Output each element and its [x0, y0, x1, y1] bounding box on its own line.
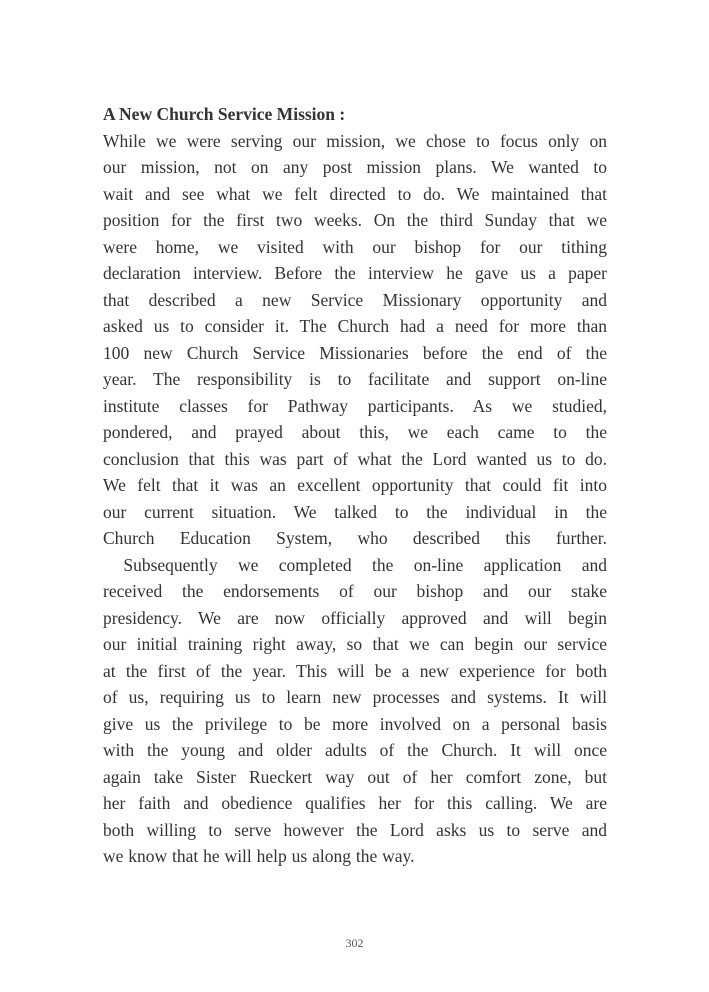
text-line: wait and see what we felt directed to do. We maintained that — [103, 183, 607, 204]
text-line: Subsequently we completed the on-line application and — [103, 554, 607, 575]
text-line: received the endorsements of our bishop and our stake — [103, 581, 607, 601]
section-heading: A New Church Service Mission : — [103, 104, 346, 124]
text-line: year. The responsibility is to facilitate and support on-line — [103, 369, 607, 389]
text-line: that described a new Service Missionary opportunity and — [103, 289, 607, 310]
text-line: institute classes for Pathway participants. As we studied, — [103, 395, 607, 416]
text-line: asked us to consider it. The Church had a need for more than — [103, 316, 607, 336]
text-line: at the first of the year. This will be a new experience for both — [103, 660, 607, 681]
text-line: with the young and older adults of the Church. It will once — [103, 740, 607, 760]
page-number: 302 — [345, 936, 364, 950]
text-line: give us the privilege to be more involved on a personal basis — [103, 713, 607, 734]
text-line: were home, we visited with our bishop for our tithing — [103, 236, 607, 257]
text-line: both willing to serve however the Lord asks us to serve and — [103, 819, 607, 840]
text-line: again take Sister Rueckert way out of her comfort zone, but — [103, 766, 607, 787]
text-line: conclusion that this was part of what the Lord wanted us to do. — [103, 448, 607, 469]
text-line: position for the first two weeks. On the third Sunday that we — [103, 210, 607, 230]
text-line: of us, requiring us to learn new processes and systems. It will — [103, 687, 607, 707]
text-line: our mission, not on any post mission plans. We wanted to — [103, 157, 607, 177]
text-line: While we were serving our mission, we chose to focus only on — [103, 130, 607, 151]
text-block — [103, 101, 607, 870]
text-line: our initial training right away, so that we can begin our service — [103, 634, 607, 654]
text-line: Church Education System, who described this further. — [103, 528, 607, 548]
text-line: We felt that it was an excellent opportunity that could fit into — [103, 475, 607, 495]
text-line: pondered, and prayed about this, we each came to the — [103, 422, 607, 442]
text-line: we know that he will help us along the way. — [103, 846, 415, 866]
text-line: 100 new Church Service Missionaries before the end of the — [103, 342, 607, 363]
text-line: her faith and obedience qualifies her for this calling. We are — [103, 793, 607, 813]
text-line: declaration interview. Before the interview he gave us a paper — [103, 263, 607, 283]
text-line: our current situation. We talked to the individual in the — [103, 501, 607, 522]
text-line: presidency. We are now officially approved and will begin — [103, 607, 607, 628]
